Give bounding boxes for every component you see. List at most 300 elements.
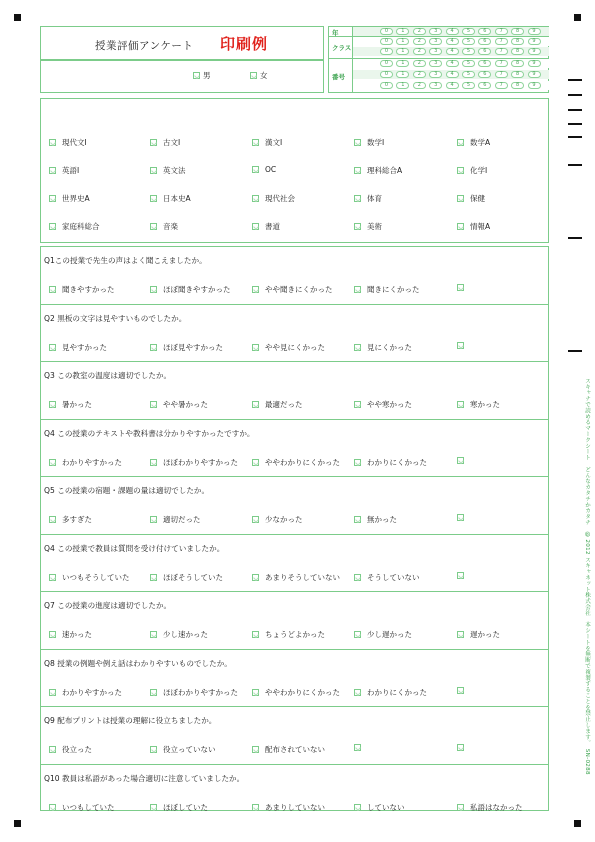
question-separator [40,706,549,707]
question-separator [40,591,549,592]
checkbox-icon[interactable] [457,401,464,408]
checkbox-icon[interactable] [252,139,259,146]
checkbox-icon[interactable] [354,804,361,811]
subject-label: 保健 [470,194,485,203]
checkbox-icon[interactable] [150,167,157,174]
answer-option[interactable] [354,687,427,698]
answer-option[interactable] [354,514,397,525]
answer-option[interactable] [150,457,238,468]
digit-bubble[interactable]: 2 [413,28,426,35]
answer-option[interactable] [457,399,500,410]
answer-option[interactable] [49,457,122,468]
number-label: 番号 [332,73,345,81]
answer-option[interactable] [49,284,115,295]
answer-option[interactable] [354,342,412,353]
answer-option[interactable] [49,399,92,410]
answer-label: 速かった [62,630,92,639]
subject-label: 音楽 [163,222,178,231]
checkbox-icon[interactable] [252,459,259,466]
digit-bubble[interactable]: 5 [462,71,475,78]
digit-bubble[interactable]: 8 [511,38,524,45]
checkbox-icon[interactable] [150,631,157,638]
gender-option-female[interactable] [250,70,268,81]
checkbox-icon[interactable] [252,401,259,408]
answer-label: 無かった [367,515,397,524]
digit-bubble[interactable]: 9 [528,82,541,89]
answer-label: ほぼ見やすかった [163,342,223,352]
digit-bubble[interactable]: 4 [446,60,459,67]
checkbox-icon[interactable] [457,195,464,202]
answer-option[interactable] [150,399,208,410]
answer-label: 配布されていない [265,745,325,754]
answer-option[interactable] [150,802,208,813]
answer-option[interactable] [150,572,223,583]
answer-label: 多すぎた [62,515,92,524]
id-digit-bubbles [380,38,541,45]
digit-bubble[interactable]: 6 [478,60,491,67]
answer-label: ほぼそうしていた [163,572,223,582]
question-separator [40,534,549,535]
checkbox-icon[interactable] [49,746,56,753]
checkbox-icon[interactable] [193,72,200,79]
checkbox-icon[interactable] [354,744,361,751]
subject-label: 数学Ⅰ [367,138,385,147]
digit-bubble[interactable]: 0 [380,38,393,45]
subject-option[interactable] [354,193,382,204]
digit-bubble[interactable]: 1 [396,82,409,89]
checkbox-icon[interactable] [354,574,361,581]
subject-option[interactable] [457,221,490,232]
answer-option[interactable] [49,514,92,525]
checkbox-icon[interactable] [252,631,259,638]
question-text: Q10 教員は私語があった場合適切に注意していましたか。 [44,773,245,783]
subject-label: 現代文Ⅰ [62,138,87,147]
answer-option[interactable] [457,514,470,521]
digit-bubble[interactable]: 2 [413,38,426,45]
subject-option[interactable] [49,193,90,204]
digit-bubble[interactable]: 4 [446,28,459,35]
digit-bubble[interactable]: 7 [495,60,508,67]
checkbox-icon[interactable] [457,804,464,811]
checkbox-icon[interactable] [252,804,259,811]
subject-label: 現代社会 [265,194,295,203]
digit-bubble[interactable]: 1 [396,38,409,45]
answer-option[interactable] [49,342,107,353]
registration-mark-bottom-left [14,820,21,827]
answer-option[interactable] [252,457,340,468]
answer-label: あまりそうしていない [265,572,340,582]
subject-label: 英語Ⅰ [62,166,80,175]
checkbox-icon[interactable] [49,574,56,581]
checkbox-icon[interactable] [150,139,157,146]
question-text: Q4 この授業のテキストや教科書は分かりやすかったですか。 [44,428,255,438]
checkbox-icon[interactable] [354,286,361,293]
answer-option[interactable] [354,802,405,813]
answer-label: 見やすかった [62,342,107,352]
checkbox-icon[interactable] [49,804,56,811]
subject-label: 数学A [470,138,491,147]
subject-label: 理科総合A [367,166,403,175]
answer-option[interactable] [252,629,325,640]
digit-bubble[interactable]: 2 [413,71,426,78]
gender-option-male[interactable] [193,70,211,81]
answer-label: やや寒かった [367,400,412,409]
answer-label: 見にくかった [367,342,412,352]
checkbox-icon[interactable] [354,344,361,351]
checkbox-icon[interactable] [354,516,361,523]
timing-mark [568,350,582,352]
page-title: 授業評価アンケート [95,40,194,52]
answer-option[interactable] [252,514,303,525]
subject-option[interactable] [354,137,384,148]
subject-option[interactable] [150,221,178,232]
answer-option[interactable] [457,572,470,579]
subject-option[interactable] [457,137,490,148]
checkbox-icon[interactable] [354,401,361,408]
question-separator [40,419,549,420]
subject-option[interactable] [252,137,282,148]
digit-bubble[interactable]: 6 [478,28,491,35]
gender-label: 男 [203,71,211,80]
checkbox-icon[interactable] [150,689,157,696]
question-text: Q4 この授業で教員は質問を受け付けていましたか。 [44,543,225,553]
checkbox-icon[interactable] [150,804,157,811]
digit-bubble[interactable]: 1 [396,60,409,67]
answer-option[interactable] [354,629,412,640]
digit-bubble[interactable]: 5 [462,48,475,55]
answer-option[interactable] [252,342,325,353]
gender-label: 女 [260,71,268,80]
answer-option[interactable] [252,744,325,755]
digit-bubble[interactable]: 1 [396,48,409,55]
checkbox-icon[interactable] [49,516,56,523]
digit-bubble[interactable]: 8 [511,82,524,89]
answer-option[interactable] [49,572,130,583]
subject-label: 情報A [470,222,491,231]
subject-option[interactable] [354,165,402,176]
digit-bubble[interactable]: 6 [478,48,491,55]
checkbox-icon[interactable] [49,286,56,293]
subject-option[interactable] [150,193,191,204]
question-separator [40,304,549,305]
checkbox-icon[interactable] [150,195,157,202]
timing-mark [568,237,582,239]
checkbox-icon[interactable] [252,689,259,696]
digit-bubble[interactable]: 2 [413,48,426,55]
digit-bubble[interactable]: 3 [429,71,442,78]
answer-label: 私語はなかった [470,802,523,812]
answer-label: ほぼわかりやすかった [163,457,238,467]
subject-label: 家庭科総合 [62,222,100,231]
digit-bubble[interactable]: 9 [528,71,541,78]
digit-bubble[interactable]: 4 [446,48,459,55]
answer-option[interactable] [252,802,325,813]
digit-bubble[interactable]: 7 [495,38,508,45]
checkbox-icon[interactable] [457,342,464,349]
subject-option[interactable] [49,221,100,232]
subject-label: OC [265,165,277,174]
answer-label: ほぼ聞きやすかった [163,285,231,294]
answer-label: わかりやすかった [62,457,122,467]
question-separator [40,476,549,477]
digit-bubble[interactable]: 3 [429,60,442,67]
digit-bubble[interactable]: 6 [478,82,491,89]
answer-label: あまりしていない [265,802,325,812]
checkbox-icon[interactable] [457,284,464,291]
checkbox-icon[interactable] [49,401,56,408]
answer-label: 適切だった [163,515,201,524]
checkbox-icon[interactable] [49,631,56,638]
subject-label: 英文法 [163,166,186,175]
digit-bubble[interactable]: 2 [413,60,426,67]
answer-option[interactable] [457,284,470,291]
timing-mark [568,136,582,138]
digit-bubble[interactable]: 3 [429,38,442,45]
answer-label: 少し遅かった [367,630,412,639]
digit-bubble[interactable]: 5 [462,82,475,89]
digit-bubble[interactable]: 4 [446,82,459,89]
answer-label: わかりにくかった [367,687,427,697]
answer-label: やや見にくかった [265,342,325,352]
checkbox-icon[interactable] [49,195,56,202]
digit-bubble[interactable]: 9 [528,60,541,67]
answer-option[interactable] [150,687,238,698]
answer-option[interactable] [49,744,92,755]
checkbox-icon[interactable] [49,344,56,351]
checkbox-icon[interactable] [150,746,157,753]
checkbox-icon[interactable] [150,574,157,581]
checkbox-icon[interactable] [252,516,259,523]
subject-option[interactable] [457,165,487,176]
answer-option[interactable] [457,457,470,464]
checkbox-icon[interactable] [457,514,464,521]
checkbox-icon[interactable] [252,574,259,581]
digit-bubble[interactable]: 2 [413,82,426,89]
answer-label: 聞きやすかった [62,285,115,294]
digit-bubble[interactable]: 3 [429,28,442,35]
answer-label: 少なかった [265,515,303,524]
answer-option[interactable] [354,744,367,751]
answer-option[interactable] [457,687,470,694]
digit-bubble[interactable]: 7 [495,48,508,55]
subject-option[interactable] [252,193,295,204]
checkbox-icon[interactable] [150,459,157,466]
checkbox-icon[interactable] [457,687,464,694]
checkbox-icon[interactable] [150,286,157,293]
question-text: Q2 黒板の文字は見やすいものでしたか。 [44,313,187,323]
class-label: クラス [332,44,352,52]
answer-label: 寒かった [470,400,500,409]
id-digit-bubbles [380,28,541,35]
subject-option[interactable] [354,221,382,232]
digit-bubble[interactable]: 8 [511,28,524,35]
answer-option[interactable] [150,514,201,525]
checkbox-icon[interactable] [250,72,257,79]
answer-option[interactable] [457,744,470,751]
digit-bubble[interactable]: 8 [511,60,524,67]
digit-bubble[interactable]: 5 [462,38,475,45]
subject-label: 美術 [367,222,382,231]
gender-box [40,60,324,93]
digit-bubble[interactable]: 9 [528,38,541,45]
checkbox-icon[interactable] [49,139,56,146]
digit-bubble[interactable]: 1 [396,71,409,78]
id-digit-bubbles [380,82,541,89]
digit-bubble[interactable]: 7 [495,82,508,89]
timing-mark [568,94,582,96]
id-digit-bubbles [380,48,541,55]
answer-option[interactable] [150,629,208,640]
checkbox-icon[interactable] [457,744,464,751]
checkbox-icon[interactable] [150,516,157,523]
subject-option[interactable] [49,137,87,148]
answer-label: 遅かった [470,630,500,639]
question-text: Q5 この授業の宿題・課題の量は適切でしたか。 [44,486,210,495]
answer-label: 役立っていない [163,745,216,754]
question-text: Q3 この教室の温度は適切でしたか。 [44,371,172,380]
answer-option[interactable] [49,629,92,640]
digit-bubble[interactable]: 1 [396,28,409,35]
digit-bubble[interactable]: 4 [446,38,459,45]
digit-bubble[interactable]: 0 [380,28,393,35]
question-text: Q8 授業の例題や例え話はわかりやすいものでしたか。 [44,658,232,668]
checkbox-icon[interactable] [457,167,464,174]
answer-option[interactable] [354,399,412,410]
checkbox-icon[interactable] [252,286,259,293]
questions-box [40,246,549,811]
checkbox-icon[interactable] [354,223,361,230]
answer-option[interactable] [457,802,523,813]
checkbox-icon[interactable] [354,139,361,146]
subject-label: 日本史A [163,194,191,203]
checkbox-icon[interactable] [150,401,157,408]
digit-bubble[interactable]: 6 [478,38,491,45]
subject-label: 世界史A [62,194,90,203]
digit-bubble[interactable]: 9 [528,28,541,35]
checkbox-icon[interactable] [457,631,464,638]
question-text: Q7 この授業の進度は適切でしたか。 [44,601,172,610]
digit-bubble[interactable]: 4 [446,71,459,78]
subject-option[interactable] [252,165,276,174]
subject-option[interactable] [150,165,186,176]
answer-option[interactable] [354,572,420,583]
checkbox-icon[interactable] [252,195,259,202]
answer-label: いつもしていた [62,802,115,812]
checkbox-icon[interactable] [252,746,259,753]
answer-label: わかりにくかった [367,457,427,467]
answer-label: わかりやすかった [62,687,122,697]
registration-mark-top-left [14,14,21,21]
subject-label: 化学Ⅰ [470,166,488,175]
answer-option[interactable] [150,744,216,755]
checkbox-icon[interactable] [457,457,464,464]
answer-label: ほぼわかりやすかった [163,687,238,697]
answer-option[interactable] [354,457,427,468]
timing-mark [568,79,582,81]
answer-option[interactable] [150,342,223,353]
answer-label: していない [367,802,405,812]
digit-bubble[interactable]: 7 [495,28,508,35]
answer-label: やや暑かった [163,400,208,409]
checkbox-icon[interactable] [354,167,361,174]
answer-option[interactable] [49,802,115,813]
subject-option[interactable] [49,165,79,176]
checkbox-icon[interactable] [252,166,259,173]
answer-label: そうしていない [367,572,420,582]
answer-label: 聞きにくかった [367,285,420,294]
checkbox-icon[interactable] [354,459,361,466]
proof-stamp: 印刷例 [220,35,269,53]
registration-mark-bottom-right [574,820,581,827]
timing-mark [568,164,582,166]
id-digit-bubbles [380,60,541,67]
answer-option[interactable] [457,629,500,640]
checkbox-icon[interactable] [457,572,464,579]
year-label: 年 [332,29,339,37]
subject-option[interactable] [252,221,280,232]
digit-bubble[interactable]: 6 [478,71,491,78]
answer-option[interactable] [252,687,340,698]
checkbox-icon[interactable] [252,344,259,351]
checkbox-icon[interactable] [457,223,464,230]
answer-label: いつもそうしていた [62,572,130,582]
digit-bubble[interactable]: 0 [380,60,393,67]
subject-option[interactable] [457,193,485,204]
digit-bubble[interactable]: 0 [380,82,393,89]
digit-bubble[interactable]: 9 [528,48,541,55]
id-digit-bubbles [380,71,541,78]
checkbox-icon[interactable] [457,139,464,146]
digit-bubble[interactable]: 5 [462,60,475,67]
answer-option[interactable] [150,284,231,295]
checkbox-icon[interactable] [150,344,157,351]
digit-bubble[interactable]: 0 [380,71,393,78]
checkbox-icon[interactable] [49,459,56,466]
answer-option[interactable] [252,284,333,295]
answer-option[interactable] [457,342,470,349]
checkbox-icon[interactable] [354,689,361,696]
answer-label: 最適だった [265,400,303,409]
side-copyright-text: スキャナで読めるマークシート どんなカタチかカタチ @ 2012 スキャネット株式会社 本シートを無断で複製することを禁止します。 SN-0288 [584,378,590,775]
checkbox-icon[interactable] [354,631,361,638]
subject-option[interactable] [150,137,180,148]
checkbox-icon[interactable] [252,223,259,230]
digit-bubble[interactable]: 8 [511,71,524,78]
checkbox-icon[interactable] [150,223,157,230]
subject-label: 書道 [265,222,280,231]
answer-option[interactable] [252,399,303,410]
digit-bubble[interactable]: 3 [429,48,442,55]
digit-bubble[interactable]: 8 [511,48,524,55]
subject-label: 体育 [367,194,382,203]
digit-bubble[interactable]: 3 [429,82,442,89]
question-separator [40,764,549,765]
checkbox-icon[interactable] [49,167,56,174]
digit-bubble[interactable]: 7 [495,71,508,78]
answer-option[interactable] [354,284,420,295]
checkbox-icon[interactable] [354,195,361,202]
answer-label: やや聞きにくかった [265,285,333,294]
checkbox-icon[interactable] [49,689,56,696]
digit-bubble[interactable]: 5 [462,28,475,35]
digit-bubble[interactable]: 0 [380,48,393,55]
answer-label: 少し速かった [163,630,208,639]
question-separator [40,649,549,650]
answer-option[interactable] [252,572,340,583]
answer-option[interactable] [49,687,122,698]
checkbox-icon[interactable] [49,223,56,230]
question-text: Q9 配布プリントは授業の理解に役立ちましたか。 [44,716,217,725]
